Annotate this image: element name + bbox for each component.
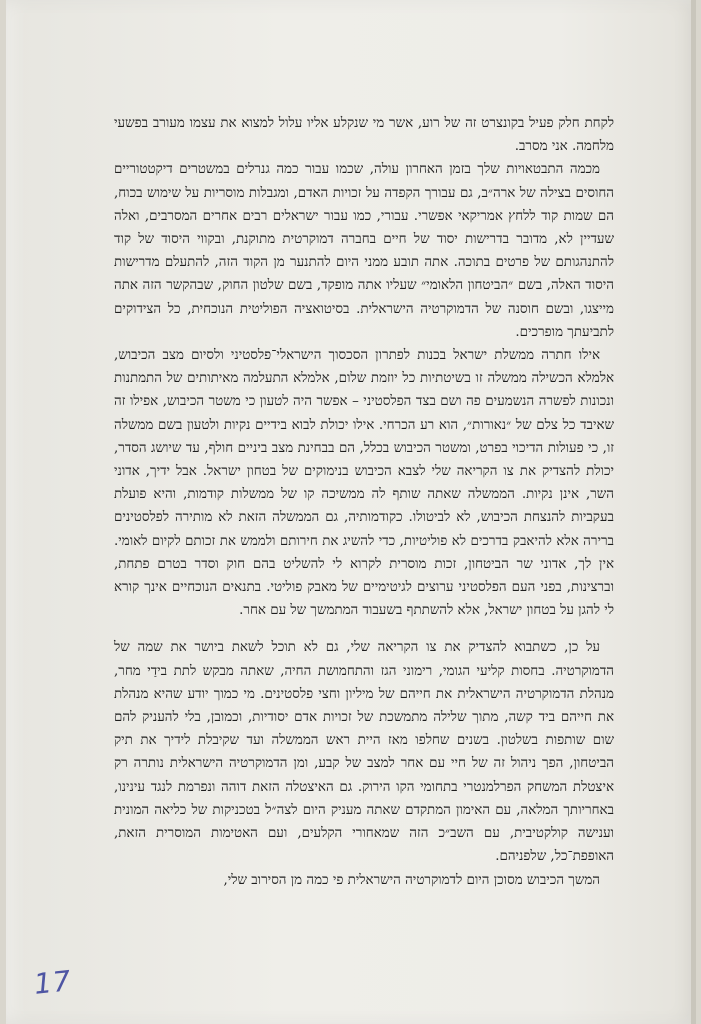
paragraph-1: לקחת חלק פעיל בקונצרט זה של רוע, אשר מי שנקלע אליו עלול למצוא את עצמו מעורב בפשעי מלחמה. אני מסרב. bbox=[114, 116, 614, 155]
paragraph-3: אילו חתרה ממשלת ישראל בכנות לפתרון הסכסוך הישראלי־פלסטיני ולסיום מצב הכיבוש, אלמלא הכשילה ממשלה זו בשיטתיות כל יוזמת שלום, אלמלא התעלמה מאיתותים של התמתנות ונכונות לפשרה הנשמעים פה ושם בצד הפלסטיני – אפשר היה לטעון כי משטר הכיבוש, אפילו זה שאיבד כל צלם של ״נאורות״, הוא רע הכרחי. אילו יכולת לבוא בידיים נקיות ולטעון בשם ממשלה זו, כי פעולות הדיכוי בפרט, ומשטר הכיבוש בכלל, הם בבחינת מצב ביניים חולף, עד שיושג הסדר, יכולת להצדיק את צו הקריאה שלי לצבא הכיבוש בנימוקים של בטחון ישראל. אבל ידיך, אדוני השר, אינן נקיות. הממשלה שאתה שותף לה ממשיכה קו של ממשלות קודמות, והיא פועלת בעקביות להנצחת הכיבוש, לא לביטולו. כקודמותיה, גם הממשלה הזאת לא מותירה לפלסטינים ברירה אלא להיאבק בדרכים לא פוליטיות, כדי להשיג את חירותם ולממש את זכותם לקיום לאומי. אין לך, אדוני שר הביטחון, זכות מוסרית לקרוא לי להשליט בהם חוק וסדר בטרם פתחת, וברצינות, בפני העם הפלסטיני ערוצים לגיטימיים של מאבק פוליטי. בתנאים הנוכחיים אינך קורא לי להגן על בטחון ישראל, אלא להשתתף בשעבוד המתמשך של עם אחר. bbox=[114, 348, 614, 619]
page-edge bbox=[691, 0, 696, 1024]
paragraph-5: המשך הכיבוש מסוכן היום לדמוקרטיה הישראלית פי כמה מן הסירוב שלי, bbox=[223, 872, 600, 888]
paragraph-4: על כן, כשתבוא להצדיק את צו הקריאה שלי, גם לא תוכל לשאת ביושר את שמה של הדמוקרטיה. בחסות קליעי הגומי, רימוני הגז והתחמושת החיה, שאתה מבקש לתת בידַי מחר, מנהלת הדמוקרטיה הישראלית את חייהם של מיליון וחצי פלסטינים. מי כמוך יודע שהיא מנהלת את חייהם ביד קשה, מתוך שלילה מתמשכת של זכויות אדם יסודיות, וכמובן, בלי להעניק להם שום שותפות בשלטון. בשנים שחלפו מאז היית ראש הממשלה ועד שקיבלת לידיך את תיק הביטחון, הפך ניהול זה של חיי עם אחר למצב של קבע, ומן הדמוקרטיה הישראלית נותרה רק איצטלת המשחק הפרלמנטרי בתחומי הקו הירוק. גם האיצטלה הזאת דוהה ונפרמת לנגד עינינו, באחריותך המלאה, עם האימון המתקדם שאתה מעניק היום לצה״ל בטכניקות של כליאה המונית וענישה קולקטיבית, עם השב״כ הזה שמאחורי הקלעים, ועם האטימות המוסרית הזאת, האופפת־כל, שלפניהם. bbox=[114, 640, 614, 865]
handwritten-page-number: 17 bbox=[32, 964, 74, 1001]
letter-body bbox=[114, 112, 614, 892]
paragraph-2: מכמה התבטאויות שלך בזמן האחרון עולה, שכמו עבור כמה גנרלים במשטרים דיקטטוריים החוסים בצילה של ארה״ב, גם עבורך הקפדה על זכויות האדם, ומגבלות מוסריות על שימוש בכוח, הם שמות קוד ללחץ אמריקאי אפשרי. עבורי, כמו עבור ישראלים רבים אחרים המסרבים, ואלה שעדיין לא, מדובר בדרישות יסוד של חיים בחברה דמוקרטית מתוקנת, ובקווי היסוד של קוד להתנהגותם של פרטים בתוכה. אתה תובע ממני היום להתנער מן הקוד הזה, להתעלם מדרישות היסוד האלה, בשם ״הביטחון הלאומי״ שעליו אתה מופקד, בשם שלטון החוק, שבהקשר הזה אתה מייצגו, ובשם חוסנה של הדמוקרטיה הישראלית. בסיטואציה הפוליטית הנוכחית, כל הצידוקים לתביעתך מופרכים. bbox=[114, 162, 614, 340]
document-page bbox=[6, 0, 696, 1024]
